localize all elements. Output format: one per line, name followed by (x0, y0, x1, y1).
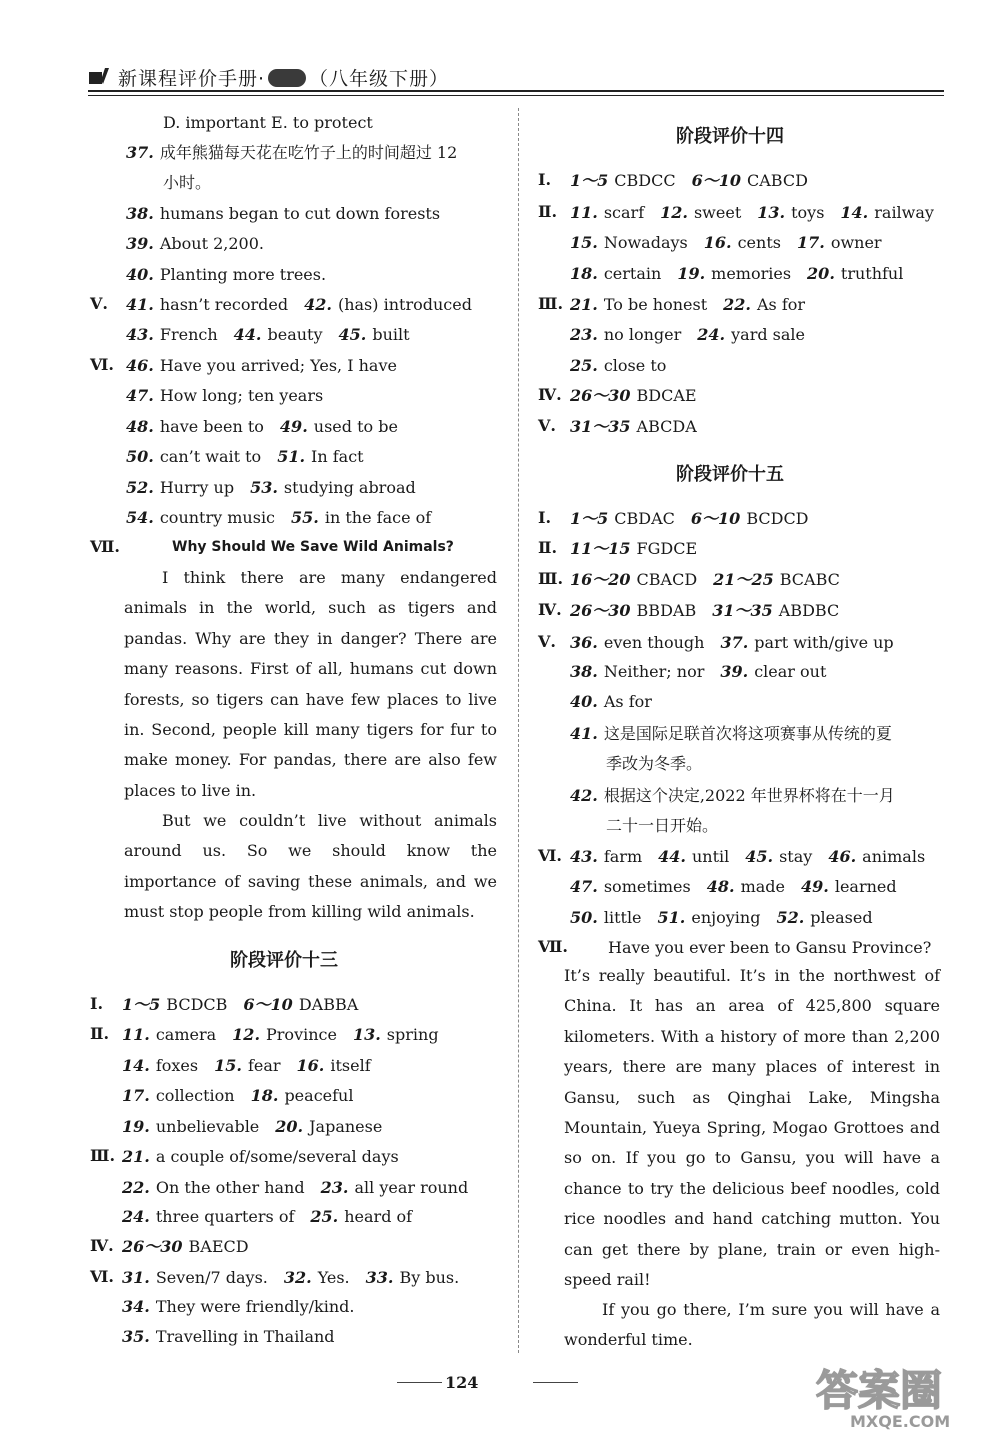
roman-numeral: Ⅰ. (538, 170, 552, 189)
answer-line: 40. As for (570, 692, 652, 711)
answer-line: 39. About 2,200. (126, 234, 264, 253)
answer-line: 50. can’t wait to 51. In fact (126, 447, 364, 466)
page-header (88, 60, 944, 98)
answer-line: 16～20 CBACD 21～25 BCABC (570, 570, 840, 589)
roman-numeral: Ⅵ. (538, 846, 562, 865)
section-heading: 阶段评价十三 (230, 950, 338, 971)
answer-line: 36. even though 37. part with/give up (570, 633, 894, 652)
header-rule-thin (88, 95, 944, 96)
roman-numeral: Ⅳ. (90, 1236, 114, 1255)
column-divider (518, 108, 519, 1353)
answer-line: 31. Seven/7 days. 32. Yes. 33. By bus. (122, 1268, 460, 1287)
answer-line: 54. country music 55. in the face of (126, 508, 432, 527)
answer-line: 21. a couple of/some/several days (122, 1147, 399, 1166)
section-heading: 阶段评价十四 (676, 126, 784, 147)
answer-line: 17. collection 18. peaceful (122, 1086, 354, 1105)
roman-numeral: Ⅰ. (538, 508, 552, 527)
answer-line: 二十一日开始。 (606, 816, 719, 835)
header-title: 新课程评价手册· （八年级下册） (118, 68, 450, 90)
answer-line: 34. They were friendly/kind. (122, 1297, 355, 1316)
roman-numeral: Ⅴ. (538, 416, 556, 435)
answer-line: 47. How long; ten years (126, 386, 324, 405)
page-number: 124 (445, 1373, 479, 1392)
roman-numeral: Ⅵ. (90, 1267, 114, 1286)
answer-line: 37. 成年熊猫每天花在吃竹子上的时间超过 12 (126, 143, 458, 162)
roman-numeral: Ⅲ. (538, 569, 564, 588)
essay-title: Why Should We Save Wild Animals? (172, 539, 454, 555)
answer-line: 14. foxes 15. fear 16. itself (122, 1056, 371, 1075)
answer-line: 22. On the other hand 23. all year round (122, 1178, 469, 1197)
roman-numeral: Ⅰ. (90, 994, 104, 1013)
answer-line: 11. camera 12. Province 13. spring (122, 1025, 439, 1044)
svg-text:MXQE.COM: MXQE.COM (850, 1412, 951, 1431)
answer-line: 19. unbelievable 20. Japanese (122, 1117, 383, 1136)
roman-numeral: Ⅳ. (538, 385, 562, 404)
roman-numeral: Ⅴ. (90, 294, 108, 313)
answer-line: 43. French 44. beauty 45. built (126, 325, 410, 344)
answer-line: 23. no longer 24. yard sale (570, 325, 806, 344)
roman-numeral: Ⅳ. (538, 600, 562, 619)
answer-line: 21. To be honest 22. As for (570, 295, 806, 314)
answer-line: 25. close to (570, 356, 667, 375)
answer-line: 38. humans began to cut down forests (126, 204, 441, 223)
answer-line: 11. scarf 12. sweet 13. toys 14. railway (570, 203, 934, 222)
book-logo-icon (88, 66, 110, 86)
answer-line: 11～15 FGDCE (570, 539, 698, 558)
answer-line: 38. Neither; nor 39. clear out (570, 662, 827, 681)
roman-numeral: Ⅲ. (538, 294, 564, 313)
answer-line: 41. hasn’t recorded 42. (has) introduced (126, 295, 472, 314)
answer-line: 26～30 BAECD (122, 1237, 249, 1256)
svg-text:答案圈: 答案圈 (816, 1366, 943, 1415)
roman-numeral: Ⅱ. (538, 538, 558, 557)
answer-line: 40. Planting more trees. (126, 265, 327, 284)
footer-ornament (397, 1382, 442, 1383)
answer-line: 35. Travelling in Thailand (122, 1327, 335, 1346)
answer-line: 31～35 ABCDA (570, 417, 697, 436)
answer-line: 1～5 CBDAC 6～10 BCDCD (570, 509, 809, 528)
answer-line: 50. little 51. enjoying 52. pleased (570, 908, 873, 927)
roman-numeral: Ⅶ. (538, 937, 568, 956)
answer-line: 26～30 BBDAB 31～35 ABDBC (570, 601, 840, 620)
answer-line: 41. 这是国际足联首次将这项赛事从传统的夏 (570, 724, 892, 743)
essay-paragraph: If you go there, I’m sure you will have a wonderful time. (564, 1300, 940, 1350)
essay-first-line: Have you ever been to Gansu Province? (608, 938, 932, 957)
essay-paragraph: But we couldn’t live without animals around us. So we should know the importance of saving these animals, and we must stop people from killing wild animals. (124, 811, 497, 922)
roman-numeral: Ⅱ. (538, 202, 558, 221)
section-heading: 阶段评价十五 (676, 464, 784, 485)
roman-numeral: Ⅲ. (90, 1146, 116, 1165)
answer-line: 小时。 (163, 173, 212, 192)
answer-line: 1～5 BCDCB 6～10 DABBA (122, 995, 359, 1014)
answer-line: 47. sometimes 48. made 49. learned (570, 877, 897, 896)
roman-numeral: Ⅵ. (90, 355, 114, 374)
header-rule (88, 90, 944, 92)
answer-line: 46. Have you arrived; Yes, I have (126, 356, 397, 375)
watermark-icon (810, 1355, 985, 1433)
footer-ornament (533, 1382, 578, 1383)
answer-line: 43. farm 44. until 45. stay 46. animals (570, 847, 926, 866)
answer-line: 18. certain 19. memories 20. truthful (570, 264, 904, 283)
answer-line: D. important E. to protect (163, 113, 373, 132)
watermark-logo (810, 1355, 985, 1433)
answer-line: 52. Hurry up 53. studying abroad (126, 478, 416, 497)
roman-numeral: Ⅶ. (90, 537, 120, 556)
answer-line: 1～5 CBDCC 6～10 CABCD (570, 171, 808, 190)
answer-line: 42. 根据这个决定,2022 年世界杯将在十一月 (570, 786, 895, 805)
subject-badge-icon (268, 69, 306, 87)
roman-numeral: Ⅱ. (90, 1024, 110, 1043)
answer-line: 26～30 BDCAE (570, 386, 697, 405)
answer-line: 15. Nowadays 16. cents 17. owner (570, 233, 882, 252)
answer-line: 48. have been to 49. used to be (126, 417, 398, 436)
answer-line: 24. three quarters of 25. heard of (122, 1207, 413, 1226)
essay-paragraph: I think there are many endangered animals in the world, such as tigers and pandas. Why are they in danger? There are many reasons. First of all, humans cut down forests, so tigers can have few places to live in. Second, people kill many tigers for fur to make money. For pandas, there are also few places to live in. (124, 568, 497, 800)
roman-numeral: Ⅴ. (538, 632, 556, 651)
answer-line: 季改为冬季。 (606, 754, 703, 773)
essay-paragraph: It’s really beautiful. It’s in the northwest of China. It has an area of 425,800 square kilometers. With a history of more than 2,200 years, there are many places of interest in Gansu, such as Qinghai Lake, Mingsha Mountain, Yueya Spring, Mogao Grottoes and so on. If you go to Gansu, you will have a chance to try the delicious beef noodles, cold rice noodles and hand catching mutton. You can get there by plane, train or even high-speed rail! (564, 966, 940, 1290)
